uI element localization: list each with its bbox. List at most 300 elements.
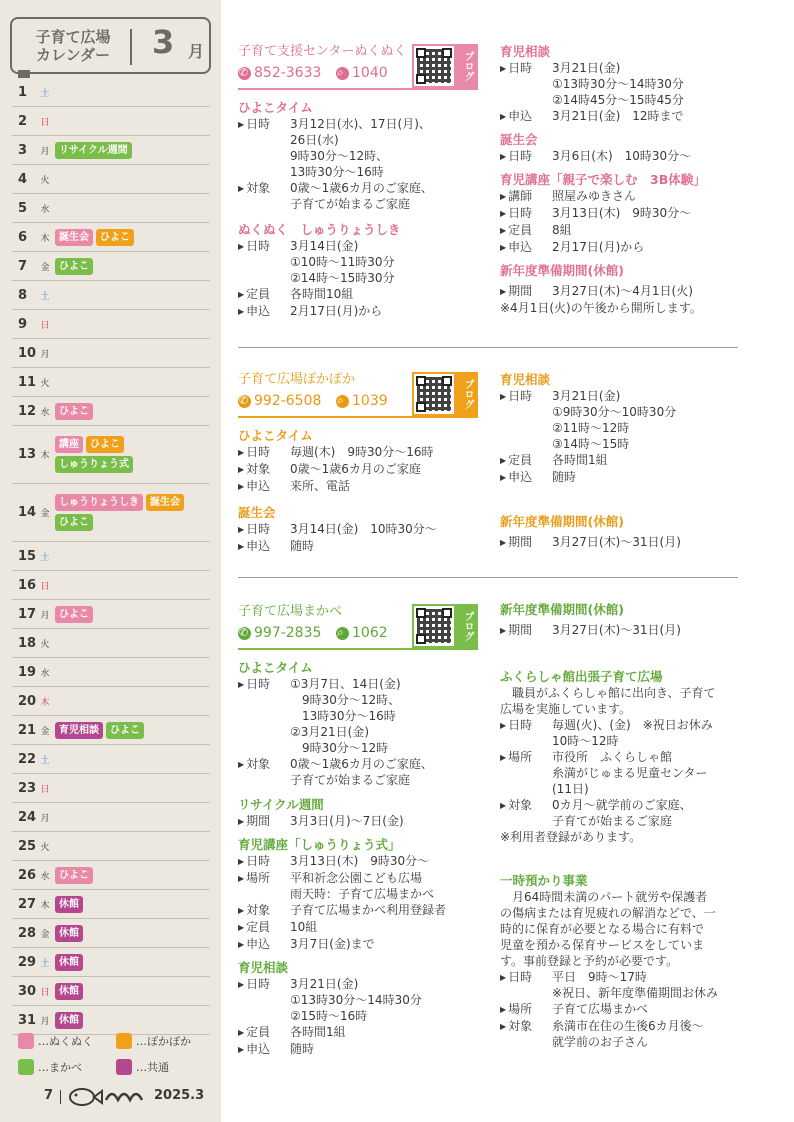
info-row [238,676,483,756]
info-row [238,444,483,461]
section-divider [238,577,738,578]
pokapoka-right-column [500,372,740,551]
facility-name: 子育て支援センターぬくぬく [238,44,407,59]
info-value: 各時間1組 [290,1025,346,1039]
legend-swatch-pink [18,1033,34,1049]
weekday: 日 [40,117,50,128]
day-number: 17 [18,606,37,622]
info-label: ▶ 申込 [238,538,290,555]
calendar-day-row [12,339,210,368]
event-tag: ひよこ [96,229,134,246]
qr-code-icon[interactable] [412,372,456,416]
info-value: 3月6日(木) 10時30分〜 [552,149,692,163]
title-divider [130,29,132,65]
info-label: ▶ 期間 [238,813,290,830]
calendar-day-row [12,223,210,252]
legend-swatch-green [18,1059,34,1075]
info-value: 0歳〜1歳6カ月のご家庭、 子育てが始まるご家庭 [290,181,433,211]
info-value: ①3月7日、14日(金) 9時30分〜12時、 13時30分〜16時 ②3月21日(金) 9時30分〜12時 [290,677,401,755]
info-value: 平日 9時〜17時 ※祝日、新年度準備期間お休み [552,970,719,1000]
section-title: ひよこタイム [238,660,313,675]
weekday: 水 [40,204,50,215]
phone-number [238,393,321,409]
day-number: 15 [18,548,37,564]
info-row [238,478,483,495]
legend-item [18,1059,116,1075]
info-label: ▶ 日時 [238,444,290,461]
section-title: 育児相談 [500,372,551,387]
info-label: ▶ 講師 [500,188,552,205]
facility-name: 子育て広場まかべ [238,604,343,619]
section-title: 育児相談 [238,960,289,975]
info-value: 3月7日(金)まで [290,937,375,951]
closed-note: ※4月1日(火)の午後から開所します。 [500,301,702,315]
info-row [238,521,483,538]
section-title: 新年度準備期間(休館) [500,514,624,529]
event-tag: ひよこ [55,867,93,884]
month-number: 3 [152,23,175,61]
weekday: 火 [40,175,50,186]
weekday: 月 [40,1016,50,1027]
info-row [238,538,483,555]
weekday: 水 [40,871,50,882]
header-underline [238,648,478,650]
weekday: 土 [40,552,50,563]
info-row [500,469,740,486]
info-label: ▶ 定員 [238,286,290,303]
info-label: ▶ 定員 [238,1024,290,1041]
calendar-day-row [12,774,210,803]
event-tag: 休館 [55,1012,83,1029]
section-title: ふくらしゃ館出張子育て広場 [500,669,663,684]
nukunuku-right-column [500,44,740,316]
day-number: 3 [18,142,28,158]
event-tag: 誕生会 [146,494,184,511]
info-value: 3月27日(木)〜31日(月) [552,623,681,637]
weekday: 月 [40,813,50,824]
info-label: ▶ 日時 [500,388,552,452]
calendar-day-row [12,919,210,948]
day-number: 8 [18,287,28,303]
calendar-day-row [12,78,210,107]
info-value: 毎週(木) 9時30分〜16時 [290,445,434,459]
day-number: 4 [18,171,28,187]
info-value: 来所、電話 [290,479,351,493]
info-value: 2月17日(月)から [552,240,645,254]
info-row [238,1041,483,1058]
info-value: 3月21日(金) 12時まで [552,109,684,123]
nukunuku-section [238,44,483,320]
event-tag: しゅうりょうしき [55,494,143,511]
day-number: 26 [18,867,37,883]
info-label: ▶ 申込 [500,239,552,256]
nukunuku-header [238,44,478,93]
weekday: 木 [40,900,50,911]
phone-icon [238,395,251,408]
info-label: ▶ 日時 [500,148,552,165]
info-row [500,717,745,749]
blog-label[interactable]: ブログ [456,604,478,648]
facility-name: 子育て広場ぽかぽか [238,372,356,387]
event-tag: ひよこ [55,258,93,275]
info-row [500,108,740,125]
calendar-day-row [12,977,210,1006]
weekday: 火 [40,378,50,389]
info-row [238,919,483,936]
blog-label[interactable]: ブログ [456,44,478,88]
phone-number [238,65,321,81]
legend-swatch-orange [116,1033,132,1049]
event-tag: 休館 [55,925,83,942]
event-tag: 誕生会 [55,229,93,246]
issue-date: 2025.3 [154,1088,205,1103]
calendar-day-row [12,252,210,281]
calendar-day-row [12,803,210,832]
info-label: ▶ 日時 [238,116,290,180]
info-value: 0歳〜1歳6カ月のご家庭 [290,462,421,476]
info-row [500,797,745,829]
section-title: 誕生会 [500,132,538,147]
legend-label: …ぬくぬく [38,1035,93,1048]
info-label: ▶ 対象 [238,902,290,919]
info-row [238,870,483,902]
calendar-day-row [12,716,210,745]
info-label: ▶ 期間 [500,622,552,639]
day-number: 9 [18,316,28,332]
info-label: ▶ 日時 [500,60,552,108]
weekday: 水 [40,668,50,679]
info-row [238,238,483,286]
weekday: 木 [40,451,50,461]
info-row [500,452,740,469]
extension-number [336,65,388,81]
info-row [500,239,740,256]
info-value: 子育て広場まかべ利用登録者 [290,903,447,917]
info-label: ▶ 申込 [500,108,552,125]
info-label: ▶ 日時 [238,238,290,286]
info-row [500,534,740,551]
info-row [238,180,483,212]
info-label: ▶ 申込 [238,936,290,953]
info-value: 照屋みゆきさん [552,189,637,203]
phone-text: 992-6508 [254,393,322,409]
day-number: 11 [18,374,37,390]
extension-text: 1039 [352,393,388,409]
info-row [500,1018,745,1050]
weekday: 金 [40,262,50,273]
phone-icon [238,67,251,80]
weekday: 日 [40,784,50,795]
day-number: 30 [18,983,37,999]
weekday: 土 [40,755,50,766]
makabe-right-column [500,602,745,1050]
calendar-day-row [12,687,210,716]
calendar-day-row [12,745,210,774]
day-number: 24 [18,809,37,825]
calendar-day-row [12,571,210,600]
day-number: 5 [18,200,28,216]
info-row [238,756,483,788]
info-label: ▶ 場所 [500,749,552,797]
day-number: 6 [18,229,28,245]
info-label: ▶ 対象 [238,756,290,788]
weekday: 土 [40,958,50,969]
info-value: 3月12日(水)、17日(月)、 26日(水) 9時30分〜12時、 13時30分〜16時 [290,117,431,179]
calendar-day-row [12,397,210,426]
info-label: ▶ 申込 [238,1041,290,1058]
extension-number [336,393,388,409]
outreach-note: ※利用者登録があります。 [500,830,642,844]
day-number: 13 [18,447,37,462]
info-label: ▶ 日時 [238,853,290,870]
info-row [500,188,740,205]
weekday: 金 [40,929,50,940]
section-title: ひよこタイム [238,428,313,443]
event-tag: 休館 [55,954,83,971]
calendar-day-row [12,890,210,919]
extension-icon [336,627,349,640]
info-label: ▶ 場所 [500,1001,552,1018]
page-footer [30,1084,220,1108]
info-row [500,283,740,300]
weekday: 木 [40,233,50,244]
phone-text: 997-2835 [254,625,322,641]
legend [18,1028,218,1080]
legend-item [116,1033,214,1049]
info-label: ▶ 日時 [238,976,290,1024]
section-title: リサイクル週間 [238,797,324,812]
info-value: 毎週(火)、(金) ※祝日お休み 10時〜12時 [552,718,713,748]
page-number: 7 [44,1088,54,1103]
info-row [500,148,740,165]
info-value: 3月14日(金) ①10時〜11時30分 ②14時〜15時30分 [290,239,395,285]
day-number: 25 [18,838,37,854]
extension-icon [336,395,349,408]
weekday: 月 [40,610,50,621]
info-row [500,622,745,639]
info-row [238,461,483,478]
outreach-text: 職員がふくらしゃ館に出向き、子育て 広場を実施しています。 [500,686,716,716]
info-value: 3月21日(金) ①13時30分〜14時30分 ②14時45分〜15時45分 [552,61,684,107]
section-title: 新年度準備期間(休館) [500,263,624,278]
section-title: ひよこタイム [238,100,313,115]
day-number: 31 [18,1012,37,1028]
calendar-title-box [10,17,211,74]
qr-code-icon[interactable] [412,604,456,648]
info-value: 3月27日(木)〜4月1日(火) [552,284,693,298]
calendar-day-row [12,832,210,861]
info-value: 3月14日(金) 10時30分〜 [290,522,437,536]
section-divider [238,347,738,348]
weekday: 土 [40,291,50,302]
makabe-section [238,604,483,1058]
weekday: 木 [40,697,50,708]
info-value: 随時 [290,1042,315,1056]
info-value: 3月21日(金) ①13時30分〜14時30分 ②15時〜16時 [290,977,422,1023]
calendar-title: 子育て広場 カレンダー [35,28,111,64]
extension-number [336,625,388,641]
info-label: ▶ 申込 [238,303,290,320]
info-row [238,936,483,953]
info-value: 子育て広場まかべ [552,1002,649,1016]
info-value: 3月13日(木) 9時30分〜 [290,854,430,868]
weekday: 日 [40,320,50,331]
day-number: 22 [18,751,37,767]
info-value: 3月3日(月)〜7日(金) [290,814,404,828]
weekday: 水 [40,407,50,418]
info-value: 3月21日(金) ①9時30分〜10時30分 ②11時〜12時 ③14時〜15時 [552,389,677,451]
info-value: 随時 [290,539,315,553]
event-tag: 育児相談 [55,722,103,739]
calendar-day-row [12,165,210,194]
event-tag: 休館 [55,896,83,913]
info-row [238,286,483,303]
info-label: ▶ 対象 [238,461,290,478]
info-value: 3月27日(木)〜31日(月) [552,535,681,549]
extension-text: 1062 [352,625,388,641]
day-number: 27 [18,896,37,912]
info-value: 各時間10組 [290,287,354,301]
info-label: ▶ 日時 [500,969,552,1001]
phone-text: 852-3633 [254,65,322,81]
event-tag: ひよこ [55,514,93,531]
calendar-day-row [12,658,210,687]
day-number: 29 [18,954,37,970]
blog-label[interactable]: ブログ [456,372,478,416]
day-number: 1 [18,84,28,100]
calendar-day-row [12,310,210,339]
info-value: 各時間1組 [552,453,608,467]
event-tag: ひよこ [106,722,144,739]
calendar-day-list [12,78,210,1035]
info-row [500,749,745,797]
info-label: ▶ 期間 [500,283,552,300]
weekday: 土 [40,88,50,99]
info-row [238,813,483,830]
header-underline [238,88,478,90]
info-label: ▶ 期間 [500,534,552,551]
day-number: 18 [18,635,37,651]
info-label: ▶ 定員 [500,222,552,239]
info-label: ▶ 日時 [238,676,290,756]
section-title: 育児相談 [500,44,551,59]
phone-number [238,625,321,641]
info-row [500,1001,745,1018]
day-number: 19 [18,664,37,680]
weekday: 金 [40,726,50,737]
weekday: 日 [40,581,50,592]
info-label: ▶ 申込 [500,469,552,486]
month-suffix: 月 [188,42,205,61]
info-label: ▶ 場所 [238,870,290,902]
weekday: 日 [40,987,50,998]
info-row [500,205,740,222]
info-value: 0歳〜1歳6カ月のご家庭、 子育てが始まるご家庭 [290,757,433,787]
info-row [238,976,483,1024]
info-row [500,222,740,239]
info-value: 糸満市在住の生後6カ月後〜 就学前のお子さん [552,1019,704,1049]
event-tag: ひよこ [55,403,93,420]
info-label: ▶ 定員 [238,919,290,936]
event-tag: ひよこ [86,436,124,453]
calendar-day-row [12,600,210,629]
section-title: 一時預かり事業 [500,873,588,888]
event-tag: しゅうりょう式 [55,456,133,473]
day-number: 16 [18,577,37,593]
info-row [238,1024,483,1041]
weekday: 火 [40,639,50,650]
day-number: 10 [18,345,37,361]
section-title: 新年度準備期間(休館) [500,602,624,617]
section-title: 誕生会 [238,505,276,520]
event-tag: ひよこ [55,606,93,623]
info-label: ▶ 日時 [238,521,290,538]
day-number: 12 [18,403,37,419]
day-number: 28 [18,925,37,941]
phone-icon [238,627,251,640]
section-title: 育児講座「しゅうりょう式」 [238,837,401,852]
info-label: ▶ 日時 [500,205,552,222]
pokapoka-section [238,372,483,555]
legend-label: …まかべ [38,1061,82,1074]
legend-item [18,1033,116,1049]
pokapoka-header [238,372,478,421]
info-value: 2月17日(月)から [290,304,383,318]
footer-divider [60,1090,61,1104]
weekday: 月 [40,349,50,360]
info-row [238,902,483,919]
day-number: 7 [18,258,28,274]
header-underline [238,416,478,418]
info-label: ▶ 申込 [238,478,290,495]
info-row [500,60,740,108]
info-label: ▶ 対象 [238,180,290,212]
temp-care-text: 月64時間未満のパート就労や保護者 の傷病または育児疲れの解消などで、一 時的に保育が必要となる場合に有料で 児童を預かる保育サービスをしていま す。事前登録と予約が必要です。 [500,890,716,968]
legend-label: …ぽかぽか [136,1035,191,1048]
event-tag: 休館 [55,983,83,1000]
calendar-day-row [12,107,210,136]
qr-code-icon[interactable] [412,44,456,88]
section-title: ぬくぬく しゅうりょうしき [238,222,401,237]
info-label: ▶ 対象 [500,797,552,829]
info-value: 8組 [552,223,572,237]
legend-swatch-purple [116,1059,132,1075]
info-label: ▶ 対象 [500,1018,552,1050]
info-row [500,388,740,452]
calendar-day-row [12,136,210,165]
weekday: 金 [40,509,50,519]
info-value: 3月13日(木) 9時30分〜 [552,206,692,220]
legend-label: …共通 [136,1061,169,1074]
day-number: 21 [18,722,37,738]
info-value: 0カ月〜就学前のご家庭、 子育てが始まるご家庭 [552,798,692,828]
info-label: ▶ 定員 [500,452,552,469]
calendar-day-row [12,542,210,571]
weekday: 月 [40,146,50,157]
info-row [238,116,483,180]
info-value: 随時 [552,470,577,484]
calendar-day-row [12,426,210,484]
extension-text: 1040 [352,65,388,81]
info-value: 10組 [290,920,318,934]
calendar-day-row [12,484,210,542]
weekday: 火 [40,842,50,853]
info-row [500,969,745,1001]
extension-icon [336,67,349,80]
calendar-day-row [12,948,210,977]
itoman-logo-icon [68,1084,168,1108]
info-row [238,853,483,870]
